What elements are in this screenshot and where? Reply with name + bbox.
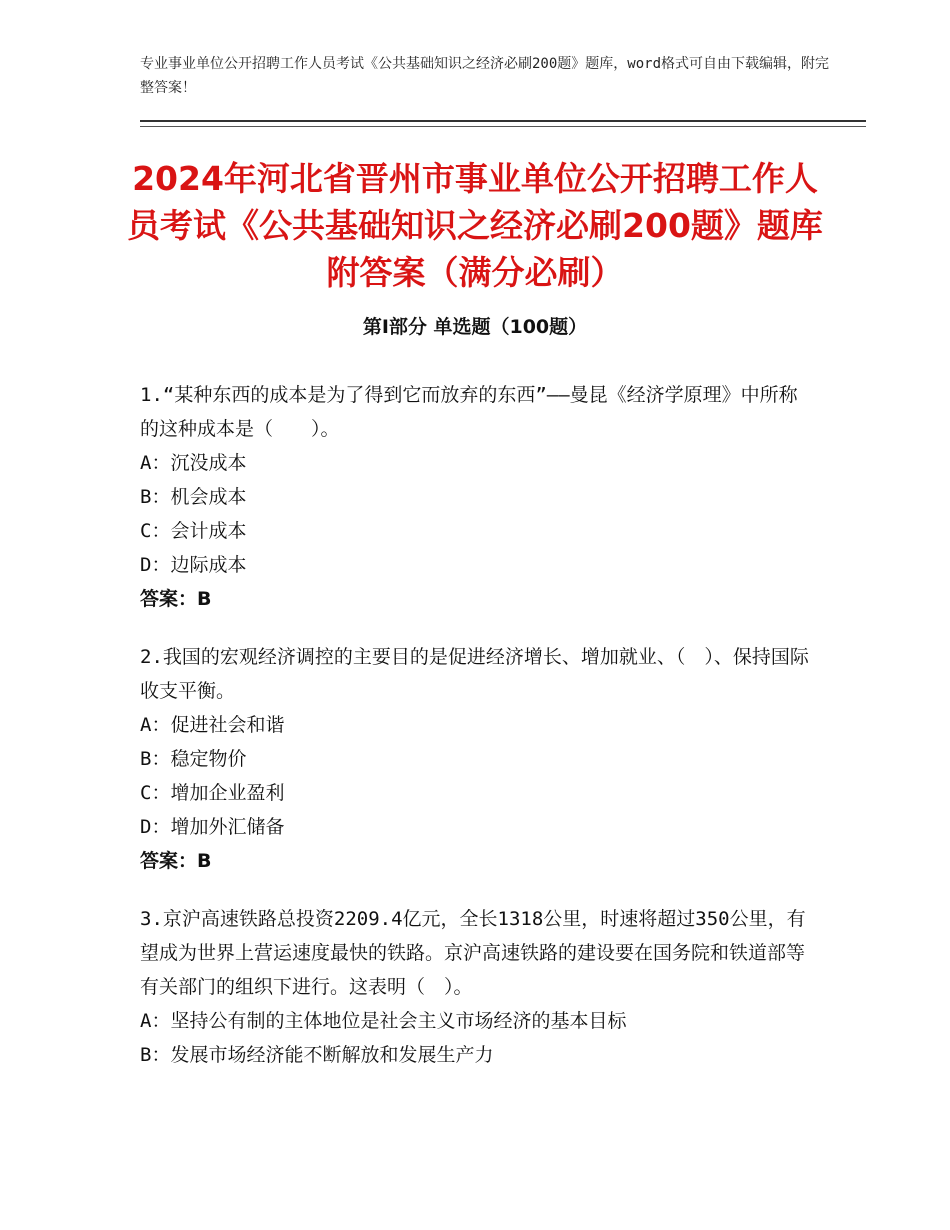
answer: 答案：B [140, 850, 212, 872]
section-title: 第I部分 单选题（100题） [362, 316, 588, 338]
question-stem: 2.我国的宏观经济调控的主要目的是促进经济增长、增加就业、（ ）、保持国际收支平衡。 [140, 646, 809, 702]
header-note: 专业事业单位公开招聘工作人员考试《公共基础知识之经济必刷200题》题库，word格式可自由下载编辑，附完整答案！ [140, 56, 829, 96]
document-title: 2024年河北省晋州市事业单位公开招聘工作人员考试《公共基础知识之经济必刷200题》题库附答案（满分必刷） [127, 159, 823, 292]
option-a: A：沉没成本 [140, 452, 247, 474]
question-stem: 3.京沪高速铁路总投资2209.4亿元，全长1318公里，时速将超过350公里，有望成为世界上营运速度最快的铁路。京沪高速铁路的建设要在国务院和铁道部等有关部门的组织下进行。这表明（ ）。 [140, 908, 806, 998]
option-b: B：稳定物价 [140, 748, 247, 770]
question-3 [140, 902, 810, 1072]
header-divider [140, 120, 866, 122]
option-d: D：边际成本 [140, 554, 247, 576]
option-d: D：增加外汇储备 [140, 816, 285, 838]
question-stem: 1.“某种东西的成本是为了得到它而放弃的东西”——曼昆《经济学原理》中所称的这种成本是（ ）。 [140, 384, 798, 440]
option-a: A：促进社会和谐 [140, 714, 285, 736]
option-a: A：坚持公有制的主体地位是社会主义市场经济的基本目标 [140, 1010, 627, 1032]
option-c: C：增加企业盈利 [140, 782, 285, 804]
option-c: C：会计成本 [140, 520, 247, 542]
option-b: B：发展市场经济能不断解放和发展生产力 [140, 1044, 494, 1066]
question-2 [140, 640, 810, 878]
question-list [140, 378, 810, 1096]
question-1 [140, 378, 810, 616]
header-divider-thin [140, 126, 866, 127]
answer: 答案：B [140, 588, 212, 610]
option-b: B：机会成本 [140, 486, 247, 508]
